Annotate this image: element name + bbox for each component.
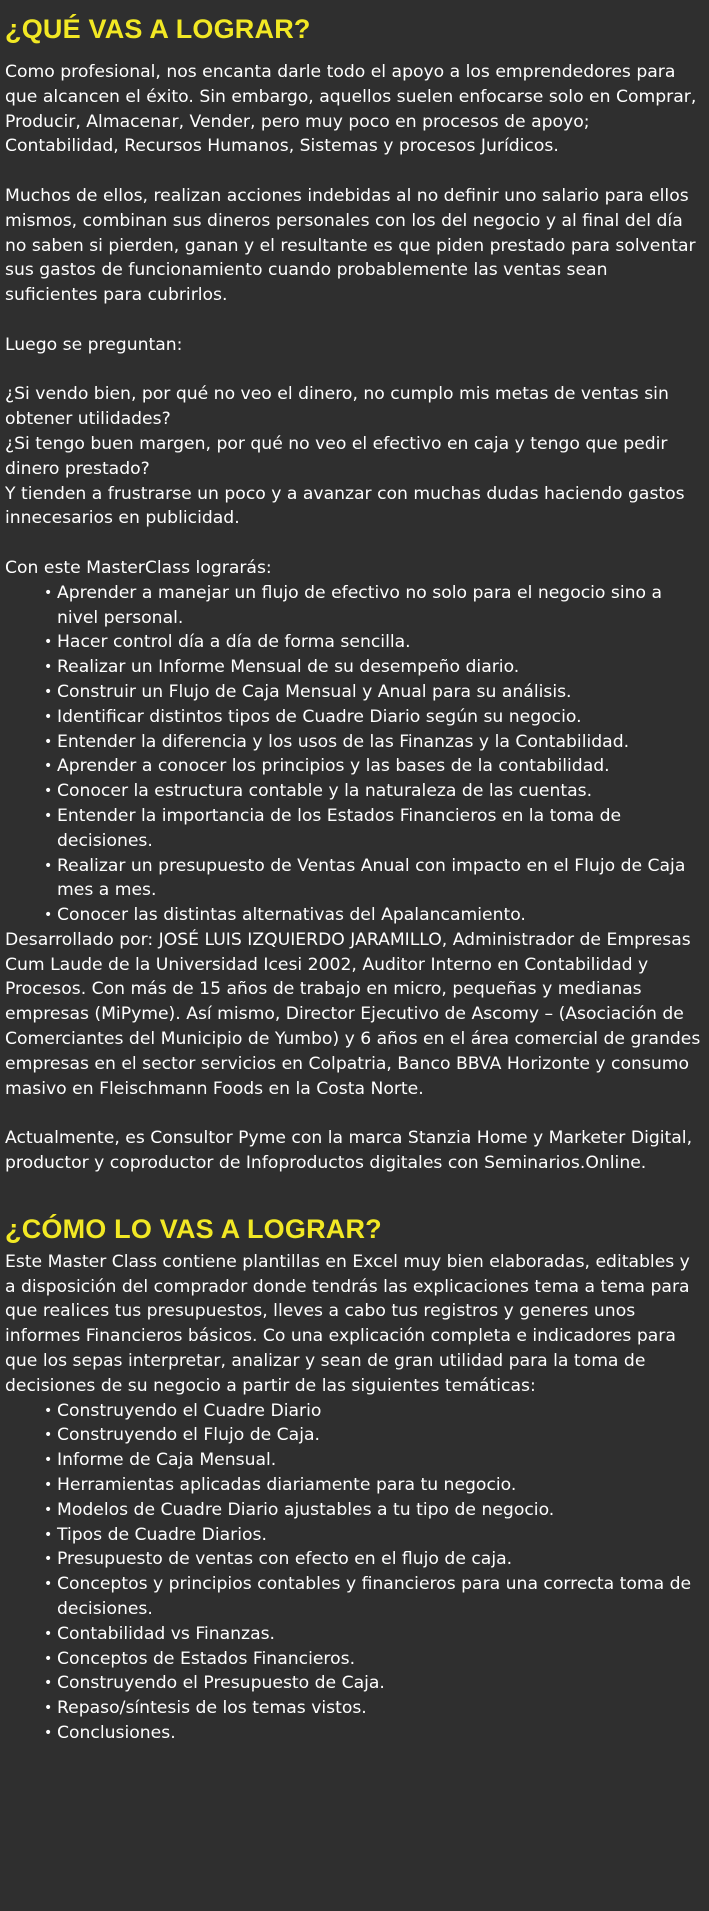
method-paragraph: Este Master Class contiene plantillas en Excel muy bien elaboradas, editables y a disposición del comprador donde tendrás las explicaciones tema a tema para que realices tus presupuestos, lleves a cabo tus registros y generes unos informes Financieros básicos. Co una explicación completa e indicadores para que los sepas interpretar, analizar y sean de gran utilidad para la toma de decisiones de su negocio a partir de las siguientes temáticas:	[5, 1251, 690, 1396]
list-item: • Realizar un Informe Mensual de su desempeño diario.	[57, 655, 704, 680]
list-item: • Realizar un presupuesto de Ventas Anual con impacto en el Flujo de Caja mes a mes.	[57, 854, 704, 904]
list-item: • Hacer control día a día de forma sencilla.	[57, 630, 704, 655]
list-item: • Conocer la estructura contable y la naturaleza de las cuentas.	[57, 779, 704, 804]
list-item: • Conclusiones.	[57, 1721, 704, 1746]
list-item: • Identificar distintos tipos de Cuadre Diario según su negocio.	[57, 705, 704, 730]
list-item: • Repaso/síntesis de los temas vistos.	[57, 1696, 704, 1721]
author-bio-paragraph: Desarrollado por: JOSÉ LUIS IZQUIERDO JARAMILLO, Administrador de Empresas Cum Laude de la Universidad Icesi 2002, Auditor Interno en Contabilidad y Procesos. Con más de 15 años de trabajo en micro, pequeñas y medianas empresas (MiPyme). Así mismo, Director Ejecutivo de Ascomy – (Asociación de Comerciantes del Municipio de Yumbo) y 6 años en el área comercial de grandes empresas en el sector servicios en Colpatria, Banco BBVA Horizonte y consumo masivo en Fleischmann Foods en la Costa Norte.	[5, 929, 701, 1099]
list-item: • Construyendo el Cuadre Diario	[57, 1399, 704, 1424]
list-item: • Construir un Flujo de Caja Mensual y Anual para su análisis.	[57, 680, 704, 705]
list-item: • Tipos de Cuadre Diarios.	[57, 1523, 704, 1548]
list-item: • Conocer las distintas alternativas del Apalancamiento.	[57, 903, 704, 928]
list-item: • Herramientas aplicadas diariamente para tu negocio.	[57, 1473, 704, 1498]
list-item: • Conceptos de Estados Financieros.	[57, 1647, 704, 1672]
topics-list	[5, 1399, 704, 1746]
section-heading-que-vas-a-lograr: ¿QUÉ VAS A LOGRAR?	[5, 14, 311, 44]
list-item: • Presupuesto de ventas con efecto en el flujo de caja.	[57, 1547, 704, 1572]
list-item: • Entender la importancia de los Estados Financieros en la toma de decisiones.	[57, 804, 704, 854]
list-item: • Modelos de Cuadre Diario ajustables a tu tipo de negocio.	[57, 1498, 704, 1523]
list-item: • Aprender a conocer los principios y las bases de la contabilidad.	[57, 754, 704, 779]
problem-paragraph: Muchos de ellos, realizan acciones indebidas al no definir uno salario para ellos mismos, combinan sus dineros personales con los del negocio y al final del día no saben si pierden, ganan y el resultante es que piden prestado para solventar sus gastos de funcionamiento cuando probablemente las ventas sean suficientes para cubrirlos.	[5, 185, 696, 306]
list-item: • Aprender a manejar un flujo de efectivo no solo para el negocio sino a nivel personal.	[57, 581, 704, 631]
question-3: Y tienden a frustrarse un poco y a avanzar con muchas dudas haciendo gastos innecesarios en publicidad.	[5, 483, 685, 529]
question-2: ¿Si tengo buen margen, por qué no veo el efectivo en caja y tengo que pedir dinero prestado?	[5, 433, 668, 479]
list-item: • Construyendo el Flujo de Caja.	[57, 1423, 704, 1448]
list-item: • Contabilidad vs Finanzas.	[57, 1622, 704, 1647]
author-current-paragraph: Actualmente, es Consultor Pyme con la marca Stanzia Home y Marketer Digital, productor y coproductor de Infoproductos digitales con Seminarios.Online.	[5, 1128, 693, 1174]
benefits-list	[5, 581, 704, 928]
list-item: • Informe de Caja Mensual.	[57, 1448, 704, 1473]
list-item: • Construyendo el Presupuesto de Caja.	[57, 1671, 704, 1696]
question-1: ¿Si vendo bien, por qué no veo el dinero, no cumplo mis metas de ventas sin obtener utilidades?	[5, 384, 669, 430]
masterclass-lead-paragraph: Con este MasterClass lograrás:	[5, 557, 272, 578]
intro-paragraph: Como profesional, nos encanta darle todo el apoyo a los emprendedores para que alcancen el éxito. Sin embargo, aquellos suelen enfocarse solo en Comprar, Producir, Almacenar, Vender, pero muy poco en procesos de apoyo; Contabilidad, Recursos Humanos, Sistemas y procesos Jurídicos.	[5, 62, 697, 157]
section-heading-como-lo-vas-a-lograr: ¿CÓMO LO VAS A LOGRAR?	[5, 1213, 382, 1244]
question-lead-paragraph: Luego se preguntan:	[5, 334, 183, 355]
list-item: • Conceptos y principios contables y financieros para una correcta toma de decisiones.	[57, 1572, 704, 1622]
list-item: • Entender la diferencia y los usos de las Finanzas y la Contabilidad.	[57, 730, 704, 755]
